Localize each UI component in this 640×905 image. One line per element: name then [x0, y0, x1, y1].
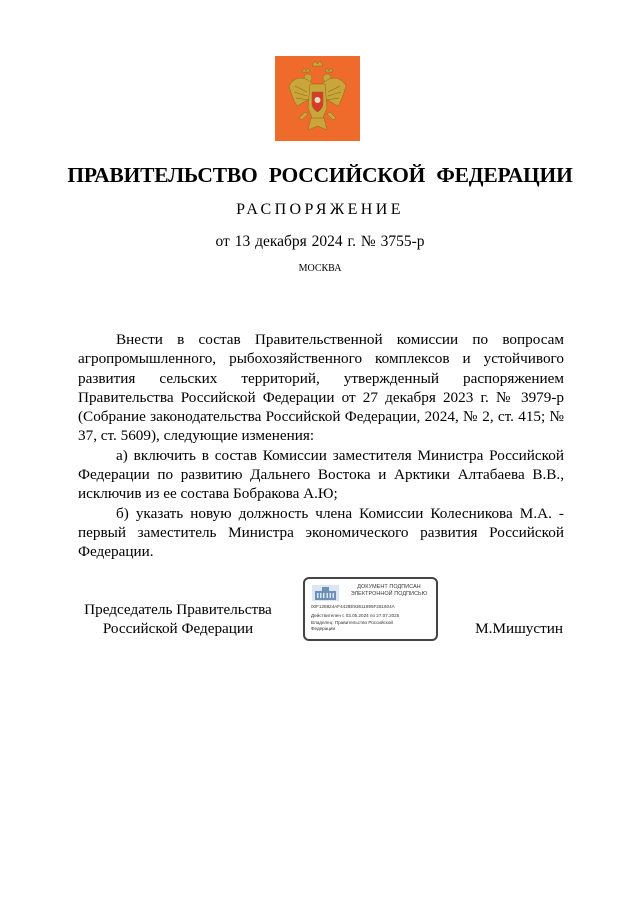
building-icon: [312, 585, 339, 601]
document-body: [78, 330, 564, 562]
body-paragraph-intro: Внести в состав Правительственной комиссии по вопросам агропромышленного, рыбохозяйственного комплексов и устойчивого развития сельских территорий, утвержденный распоряжением Правительства Российской Федерации от 27 декабря 2023 г. № 3979-р (Собрание законодательства Российской Федерации, 2024, № 2, ст. 415; № 37, ст. 5609), следующие изменения:: [78, 331, 564, 445]
document-date-number: от 13 декабря 2024 г. № 3755-р: [215, 233, 425, 250]
document-type: РАСПОРЯЖЕНИЕ: [236, 201, 404, 218]
stamp-title: [341, 584, 437, 598]
stamp-title-line2: ЭЛЕКТРОННОЙ ПОДПИСЬЮ: [350, 591, 428, 597]
signer-position-line2: Российской Федерации: [102, 620, 254, 637]
electronic-signature-stamp: [303, 577, 438, 641]
stamp-owner-line2: Федерации: [311, 626, 336, 631]
body-paragraph-item-b: б) указать новую должность члена Комиссии Колесникова М.А. - первый заместитель Министра экономического развития Российской Федерации.: [78, 504, 564, 561]
stamp-validity: Действителен с 03.05.2024 по 27.07.2025: [311, 613, 400, 618]
stamp-title-line1: ДОКУМЕНТ ПОДПИСАН: [357, 584, 421, 590]
city-name: МОСКВА: [298, 263, 342, 274]
signer-position-line1: Председатель Правительства: [84, 601, 272, 618]
stamp-serial: 00F128824AF4428E93611895F281604A: [311, 604, 395, 609]
body-paragraph-item-a: а) включить в состав Комиссии заместителя Министра Российской Федерации по развитию Дальнего Востока и Арктики Алтабаева В.В., исключив из ее состава Бобракова А.Ю;: [78, 446, 564, 503]
government-title: ПРАВИТЕЛЬСТВО РОССИЙСКОЙ ФЕДЕРАЦИИ: [67, 163, 573, 187]
coat-of-arms-icon: [275, 56, 360, 141]
signer-position: [78, 600, 278, 638]
signer-name: М.Мишустин: [475, 620, 563, 637]
stamp-owner-line1: Владелец: Правительство Российской: [311, 620, 393, 625]
